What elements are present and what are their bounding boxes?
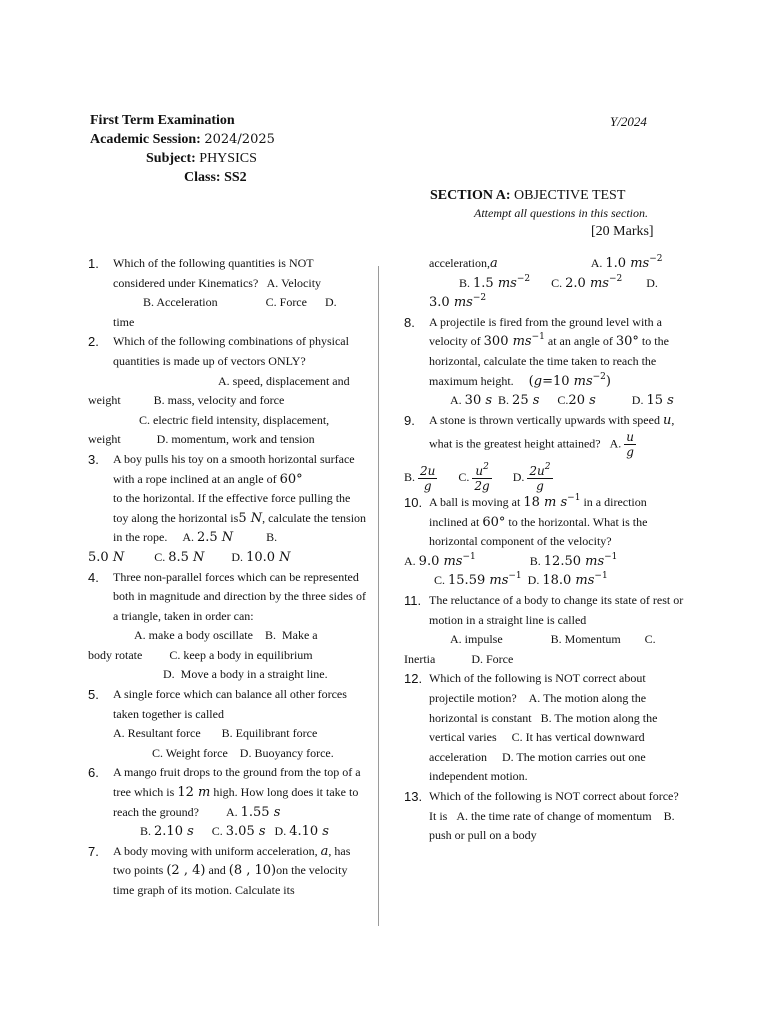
right-column (404, 254, 686, 846)
class-value: SS2 (224, 170, 247, 185)
question-number: 5. (88, 687, 99, 703)
class-line (184, 169, 247, 187)
left-column (88, 254, 368, 901)
question-3 (88, 450, 368, 568)
question-4 (88, 568, 368, 686)
question-text: Which of the following is NOT correct about projectile motion? A. The motion along the horizontal is constant B. The motion along the vertical varies C. It has vertical downward acceleration D. The motion carries out one independent motion. (429, 671, 658, 784)
question-8 (404, 313, 686, 411)
session-label: Academic Session: (90, 132, 201, 147)
question-options: A. 9.0 $ms^{-1}$ B. 12.50 $ms^{-1}$ C. 15.59 $ms^{-1}$ D. 18.0 $ms^{-1}$ (404, 551, 618, 589)
question-7 (88, 842, 368, 901)
question-text: Which of the following is NOT correct about force? It is A. the time rate of change of momentum B. push or pull on a body (429, 789, 679, 843)
question-text: A stone is thrown vertically upwards with speed u, what is the greatest height attained? A. $\frac{u}{g}$ (429, 412, 675, 460)
question-13 (404, 787, 686, 846)
question-text: A body moving with uniform acceleration, a, has two points (2 , 4) and (8 , 10)on the velocity time graph of its motion. Calculate its (113, 843, 351, 897)
question-number: 6. (88, 765, 99, 781)
question-number: 10. (404, 495, 423, 511)
exam-title: First Term Examination (90, 113, 235, 128)
question-11 (404, 591, 686, 669)
question-number: 13. (404, 789, 423, 804)
question-1 (88, 254, 368, 332)
exam-year: Y/2024 (610, 114, 647, 129)
question-number: 3. (88, 451, 99, 467)
question-number: 7. (88, 843, 99, 859)
question-options: B. $\frac{2u}{g}$ C. $\frac{u^2}{2g}$ D. $\frac{2u^2}{g}$ (404, 462, 551, 494)
question-text-cont: weight B. mass, velocity and force C. electric field intensity, displacement, weight D. momentum, work and tension (88, 393, 330, 447)
question-number: 1. (88, 256, 99, 271)
class-label: Class: (184, 170, 221, 185)
question-5 (88, 685, 368, 763)
session-value: 2024/2025 (204, 132, 275, 147)
question-6 (88, 763, 368, 841)
question-number: 9. (404, 412, 415, 428)
question-number: 8. (404, 314, 415, 330)
question-number: 4. (88, 569, 99, 585)
question-text: A mango fruit drops to the ground from the top of a tree which is 12 m high. How long does it take to reach the ground? A. 1.55 s B. 2.10 s C. 3.05 s D. 4.10 s (113, 765, 361, 840)
column-divider (378, 266, 379, 926)
question-12 (404, 669, 686, 787)
question-number: 12. (404, 671, 423, 687)
question-10 (404, 493, 686, 591)
section-label: SECTION A: (430, 188, 511, 203)
question-text-cont: acceleration,a A. 1.0 $ms^{-2}$ B. 1.5 $ms^{-2}$ C. 2.0 $ms^{-2}$ D. 3.0 $ms^{-2}$ (429, 254, 663, 311)
question-9 (404, 411, 686, 493)
question-text: A ball is moving at 18 m $s^{-1}$ in a direction inclined at 60° to the horizontal. What is the horizontal component of the velocity? (429, 493, 648, 549)
section-instruction: Attempt all questions in this section. (474, 206, 648, 220)
question-text: Three non-parallel forces which can be represented both in magnitude and direction by the three sides of a triangle, taken in order can: A. make a body oscillate B. Make a (113, 569, 366, 643)
question-text: Which of the following combinations of physical quantities is made up of vectors ONLY? A. speed, displacement and (113, 334, 350, 388)
section-title (430, 188, 625, 204)
question-number: 2. (88, 334, 99, 350)
question-text-cont: Inertia D. Force (404, 651, 514, 666)
academic-session (90, 131, 275, 149)
question-text: A boy pulls his toy on a smooth horizontal surface with a rope inclined at an angle of 60° to the horizontal. If the effective force pulling the toy along the horizontal is5 N, calculate the tension in the rope. A. 2.5 N B. (113, 451, 367, 546)
question-text: Which of the following quantities is NOT considered under Kinematics? A. Velocity B. Acceleration C. Force D. time (113, 256, 337, 329)
subject-line (146, 150, 257, 168)
question-number: 11. (404, 593, 422, 609)
question-text: A projectile is fired from the ground level with a velocity of 300 $ms^{-1}$ at an angle of 30° to the horizontal, calculate the time taken to reach the maximum height. (g=10 $ms^{-2}$) A. 30 s B. 25 s C.20 s D. 15 s (429, 314, 674, 409)
question-2 (88, 332, 368, 450)
question-text-cont: 5.0 N C. 8.5 N D. 10.0 N (88, 549, 291, 565)
question-text: A single force which can balance all other forces taken together is called A. Resultant force B. Equilibrant force C. Weight force D. Buoyancy force. (113, 687, 347, 760)
subject-value: PHYSICS (199, 151, 257, 166)
section-marks: [20 Marks] (591, 224, 654, 239)
section-name: OBJECTIVE TEST (514, 188, 626, 203)
subject-label: Subject: (146, 151, 196, 166)
question-text-cont: body rotate C. keep a body in equilibrium D. Move a body in a straight line. (88, 647, 328, 682)
question-7-cont (404, 254, 686, 313)
question-text: The reluctance of a body to change its state of rest or motion in a straight line is called A. impulse B. Momentum C. (429, 593, 684, 647)
